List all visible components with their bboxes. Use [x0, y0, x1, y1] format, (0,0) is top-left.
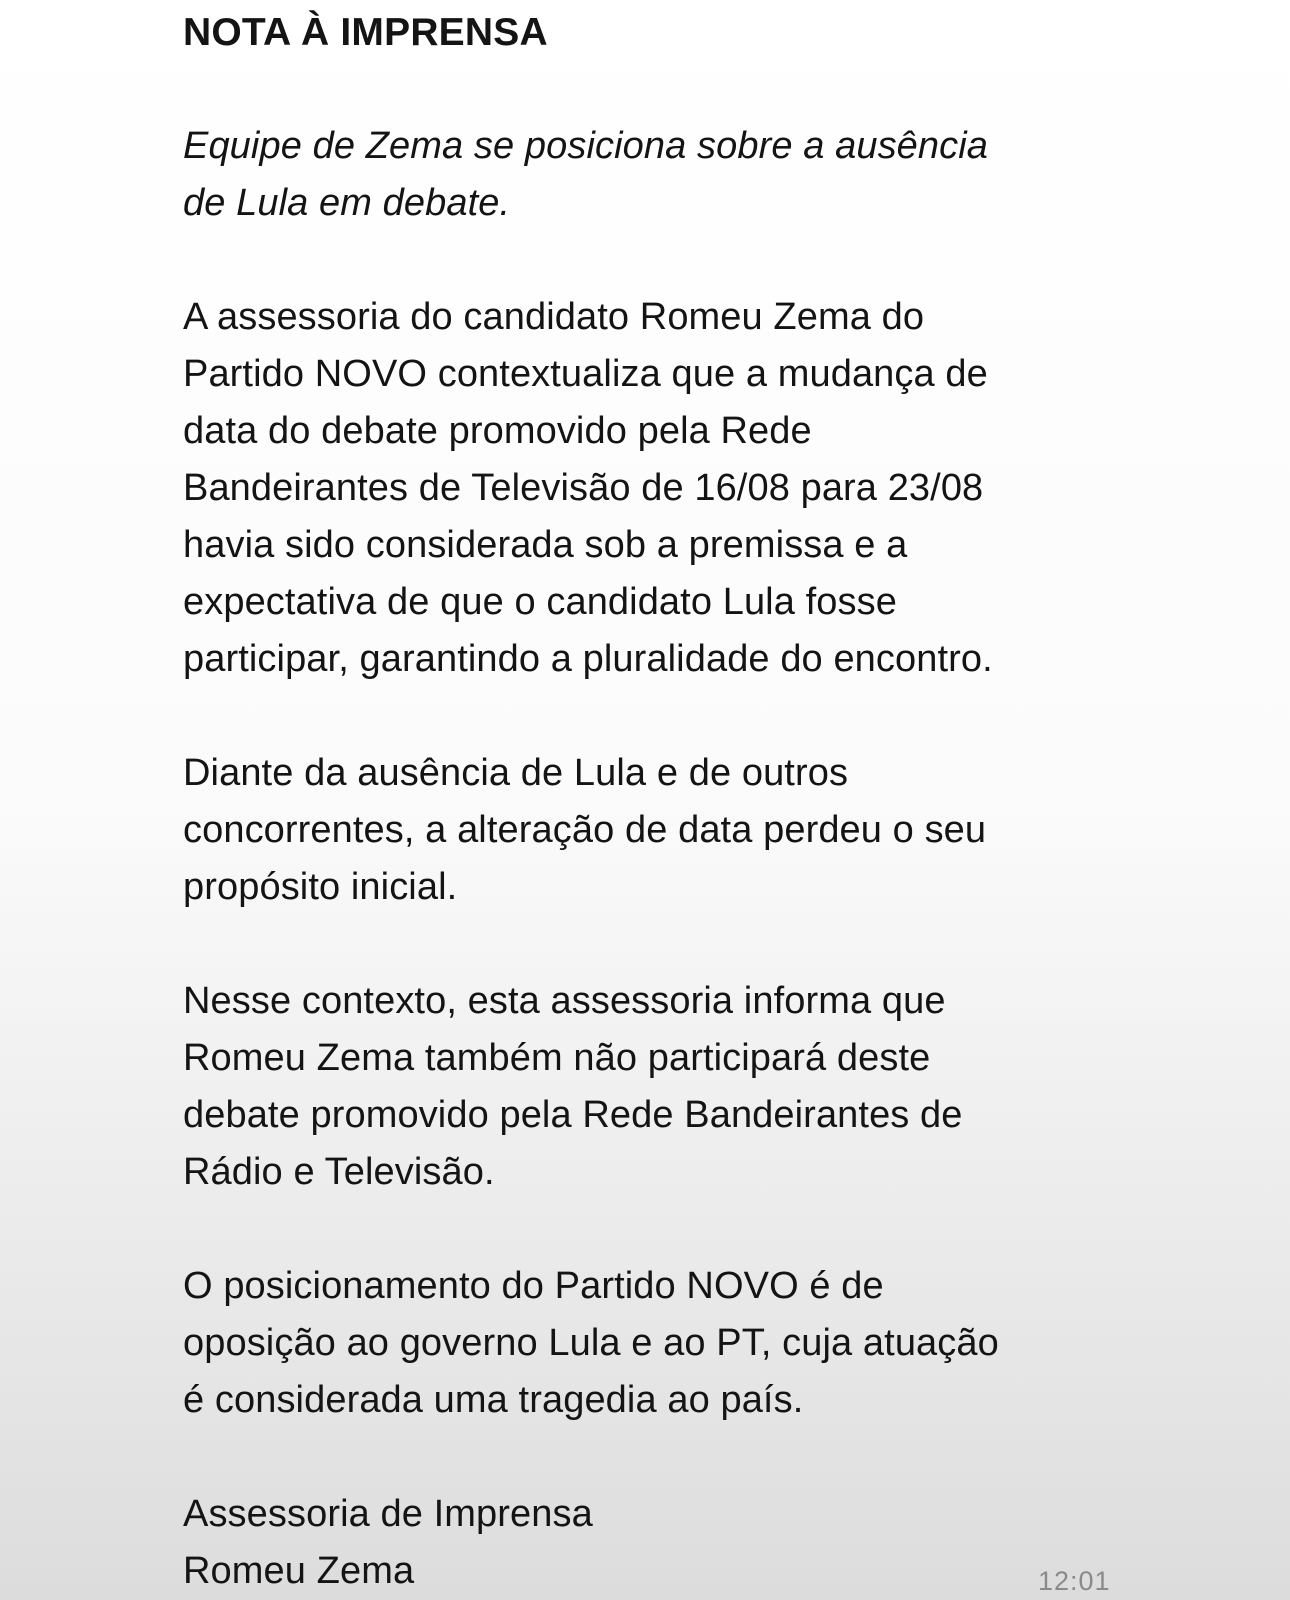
signature [183, 1486, 1133, 1600]
text-line: Diante da ausência de Lula e de outros [183, 752, 849, 794]
text-line: debate promovido pela Rede Bandeirantes de [183, 1094, 963, 1136]
message-title: NOTA À IMPRENSA [183, 11, 548, 54]
text-line: de Lula em debate. [183, 182, 511, 224]
text-line: Nesse contexto, esta assessoria informa que [183, 980, 946, 1022]
text-line: é considerada uma tragedia ao país. [183, 1379, 804, 1421]
text-line: concorrentes, a alteração de data perdeu o seu [183, 809, 987, 851]
message-bubble [183, 0, 1133, 1600]
paragraph-context [183, 289, 1133, 688]
text-line: participar, garantindo a pluralidade do encontro. [183, 638, 993, 680]
signature-line: Romeu Zema [183, 1550, 415, 1592]
text-line: data do debate promovido pela Rede [183, 410, 812, 452]
message-subtitle [183, 118, 1133, 232]
message-timestamp: 12:01 [1038, 1566, 1111, 1596]
text-line: Romeu Zema também não participará deste [183, 1037, 931, 1079]
paragraph-position [183, 1258, 1133, 1429]
text-line: A assessoria do candidato Romeu Zema do [183, 296, 925, 338]
text-line: O posicionamento do Partido NOVO é de [183, 1265, 884, 1307]
text-line: havia sido considerada sob a premissa e a [183, 524, 908, 566]
text-line: Partido NOVO contextualiza que a mudança de [183, 353, 988, 395]
text-line: Rádio e Televisão. [183, 1151, 495, 1193]
text-line: oposição ao governo Lula e ao PT, cuja atuação [183, 1322, 999, 1364]
text-line: expectativa de que o candidato Lula fosse [183, 581, 897, 623]
paragraph-absence [183, 745, 1133, 916]
text-line: propósito inicial. [183, 866, 458, 908]
text-line: Bandeirantes de Televisão de 16/08 para 23/08 [183, 467, 984, 509]
text-line: Equipe de Zema se posiciona sobre a ausência [183, 125, 989, 167]
signature-line: Assessoria de Imprensa [183, 1493, 593, 1535]
paragraph-decision [183, 973, 1133, 1201]
